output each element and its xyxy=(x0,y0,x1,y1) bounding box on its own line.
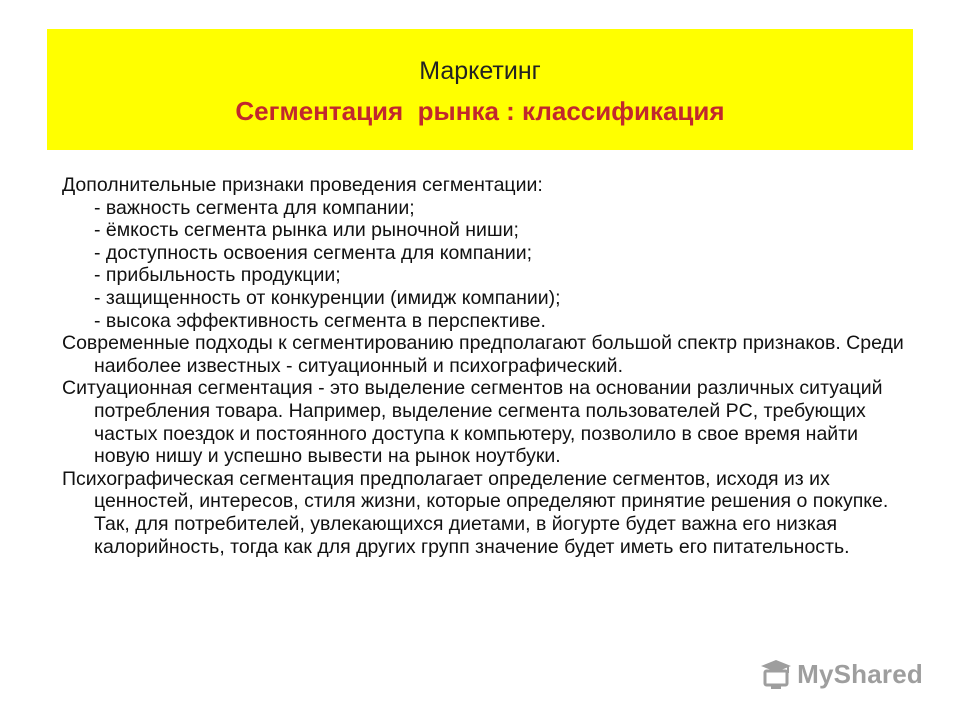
bullet-item: - важность сегмента для компании; xyxy=(94,196,415,219)
header-band xyxy=(47,29,913,150)
bullet-item: - прибыльность продукции; xyxy=(94,264,341,287)
bullet-item: - защищенность от конкуренции (имидж компании); xyxy=(94,286,561,309)
bullet-item: - высока эффективность сегмента в перспективе. xyxy=(94,309,546,332)
page-title: Маркетинг xyxy=(419,57,541,85)
watermark-text: MyShared xyxy=(797,658,923,689)
situational-segmentation-paragraph: Ситуационная сегментация - это выделение сегментов на основании различных ситуаций потребления товара. Например, выделение сегмента пользователей PC, требующих частых поездок и постоянного доступа к компьютеру, позволило в свое время найти новую нишу и успешно вывести на рынок ноутбуки. xyxy=(62,377,883,468)
page-subtitle: Сегментация рынка : классификация xyxy=(235,96,725,126)
watermark-logo xyxy=(759,656,923,692)
intro-paragraph: Дополнительные признаки проведения сегментации: xyxy=(62,174,543,196)
slide-body xyxy=(62,174,912,558)
mortarboard-computer-icon xyxy=(759,657,793,691)
psychographic-segmentation-paragraph: Психографическая сегментация предполагает определение сегментов, исходя из их ценностей, интересов, стиля жизни, которые определяют принятие решения о покупке. Так, для потребителей, увлекающихся диетами, в йогурте будет важна его низкая калорийность, тогда как для других групп значение будет иметь его питательность. xyxy=(62,467,889,558)
bullet-item: - доступность освоения сегмента для компании; xyxy=(94,241,533,264)
bullet-item: - ёмкость сегмента рынка или рыночной ниши; xyxy=(94,219,519,242)
modern-approaches-paragraph: Современные подходы к сегментированию предполагают большой спектр признаков. Среди наиболее известных - ситуационный и психографический. xyxy=(62,332,904,377)
